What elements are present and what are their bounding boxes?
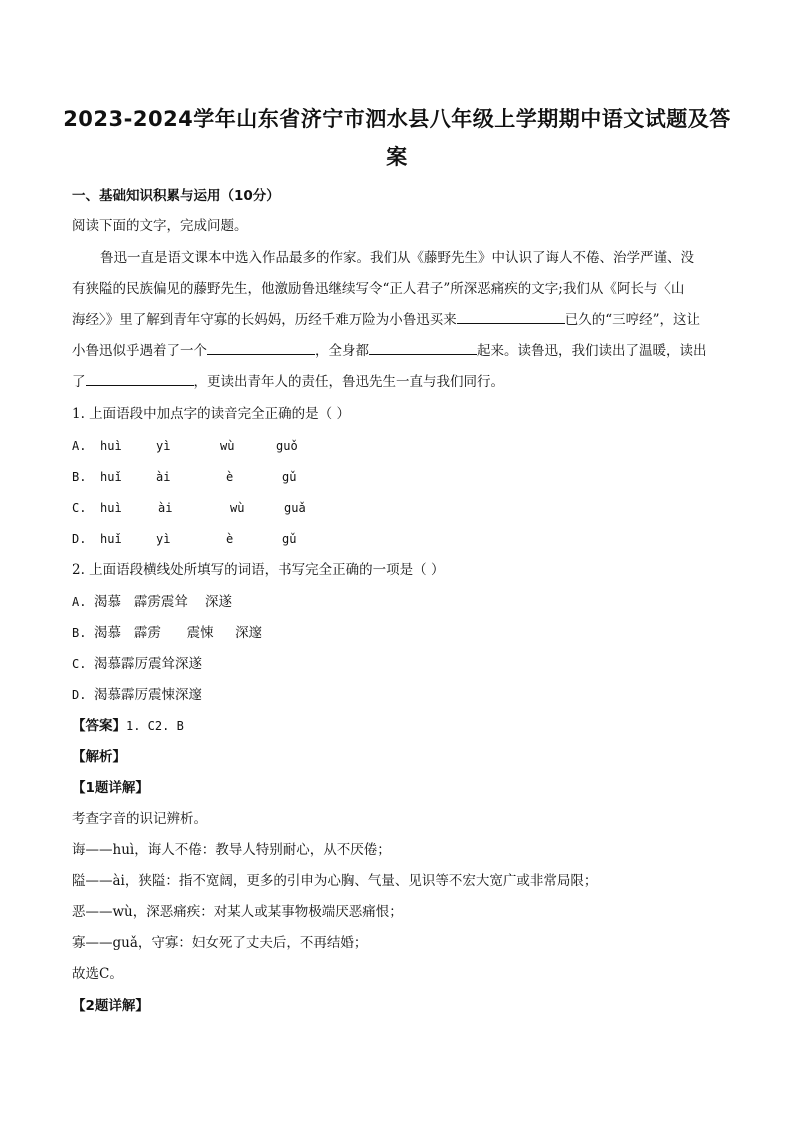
- detail-2-heading: 【2题详解】: [72, 998, 149, 1014]
- passage-text: 小鲁迅似乎遇着了一个: [72, 343, 207, 359]
- q1-option-b: [72, 467, 296, 487]
- question-2-stem: 2. 上面语段横线处所填写的词语，书写完全正确的一项是（ ）: [72, 562, 445, 578]
- pinyin: ài: [156, 470, 171, 484]
- passage-text: 海经〉》里了解到青年守寡的长妈妈，历经千难万险为小鲁迅买来: [72, 312, 457, 328]
- pinyin: è: [226, 470, 234, 484]
- detail-1-heading: 【1题详解】: [72, 780, 149, 796]
- section-heading: 一、基础知识积累与运用（10分）: [72, 188, 280, 204]
- explain-line: 寡——guǎ，守寡：妇女死了丈夫后，不再结婚；: [72, 935, 368, 951]
- analysis-heading: 【解析】: [72, 749, 126, 765]
- instruction: 阅读下面的文字，完成问题。: [72, 218, 248, 234]
- q1-option-d: [72, 529, 296, 549]
- q1-option-a: [72, 436, 298, 456]
- pinyin: huǐ: [100, 470, 122, 484]
- option-letter: A.: [72, 595, 87, 609]
- option-letter: B.: [72, 470, 87, 484]
- answer-text: 1. C2. B: [126, 719, 184, 733]
- q2-option-d: [72, 685, 202, 705]
- pinyin: huì: [100, 439, 122, 453]
- question-1-stem: 1. 上面语段中加点字的读音完全正确的是（ ）: [72, 406, 350, 422]
- passage-line-3: [72, 310, 700, 330]
- option-letter: C.: [72, 501, 87, 515]
- option-text: 渴慕 霹雳震耸 深遂: [94, 594, 233, 610]
- option-letter: B.: [72, 626, 87, 640]
- pinyin: wù: [230, 501, 245, 515]
- option-text: 渴慕 霹雳 震悚 深邃: [94, 625, 263, 641]
- passage-text: ，全身都: [315, 343, 369, 359]
- fill-blank-1: [457, 310, 565, 324]
- pinyin: gǔ: [282, 532, 297, 546]
- pinyin: wù: [220, 439, 235, 453]
- exam-point: 考查字音的识记辨析。: [72, 811, 207, 827]
- q1-option-c: [72, 498, 306, 518]
- explain-line: 故选C。: [72, 966, 123, 982]
- explain-line: 诲——huì，诲人不倦：教导人特别耐心，从不厌倦；: [72, 842, 391, 858]
- option-letter: D.: [72, 532, 87, 546]
- fill-blank-4: [86, 372, 194, 386]
- answer-line: [72, 716, 184, 736]
- passage-line-4: [72, 341, 707, 361]
- passage-text: 已久的“三哼经”，这让: [564, 312, 701, 328]
- passage-text: ，更读出青年人的责任，鲁迅先生一直与我们同行。: [193, 374, 504, 390]
- option-letter: A.: [72, 439, 87, 453]
- answer-label: 【答案】: [72, 718, 126, 734]
- passage-line-5: [72, 372, 504, 392]
- option-text: 渴慕霹厉震悚深邃: [94, 687, 202, 703]
- pinyin: è: [226, 532, 234, 546]
- explain-line: 恶——wù，深恶痛疾：对某人或某事物极端厌恶痛恨；: [72, 904, 403, 920]
- option-letter: D.: [72, 688, 87, 702]
- q2-option-a: [72, 592, 232, 612]
- q2-option-b: [72, 623, 262, 643]
- pinyin: huǐ: [100, 532, 122, 546]
- pinyin: guǒ: [276, 439, 298, 453]
- explain-line: 隘——ài，狭隘：指不宽阔，更多的引申为心胸、气量、见识等不宏大宽广或非常局限；: [72, 873, 598, 889]
- pinyin: gǔ: [282, 470, 297, 484]
- fill-blank-3: [369, 341, 477, 355]
- pinyin: ài: [158, 501, 173, 515]
- option-letter: C.: [72, 657, 87, 671]
- pinyin: yì: [156, 532, 171, 546]
- pinyin: huì: [100, 501, 122, 515]
- passage-line-2: 有狭隘的民族偏见的藤野先生，他激励鲁迅继续写令“正人君子”所深恶痛疾的文字;我们从《阿长与〈山: [72, 281, 685, 297]
- option-text: 渴慕霹厉震耸深遂: [94, 656, 202, 672]
- q2-option-c: [72, 654, 202, 674]
- fill-blank-2: [207, 341, 315, 355]
- passage-text: 了: [72, 374, 86, 390]
- pinyin: yì: [156, 439, 171, 453]
- pinyin: guǎ: [284, 501, 306, 515]
- page-title: 2023-2024学年山东省济宁市泗水县八年级上学期期中语文试题及答案: [63, 107, 731, 169]
- passage-text: 起来。读鲁迅，我们读出了温暖，读出: [477, 343, 707, 359]
- passage-line-1: 鲁迅一直是语文课本中选入作品最多的作家。我们从《藤野先生》中认识了诲人不倦、治学严谨、没: [100, 250, 694, 266]
